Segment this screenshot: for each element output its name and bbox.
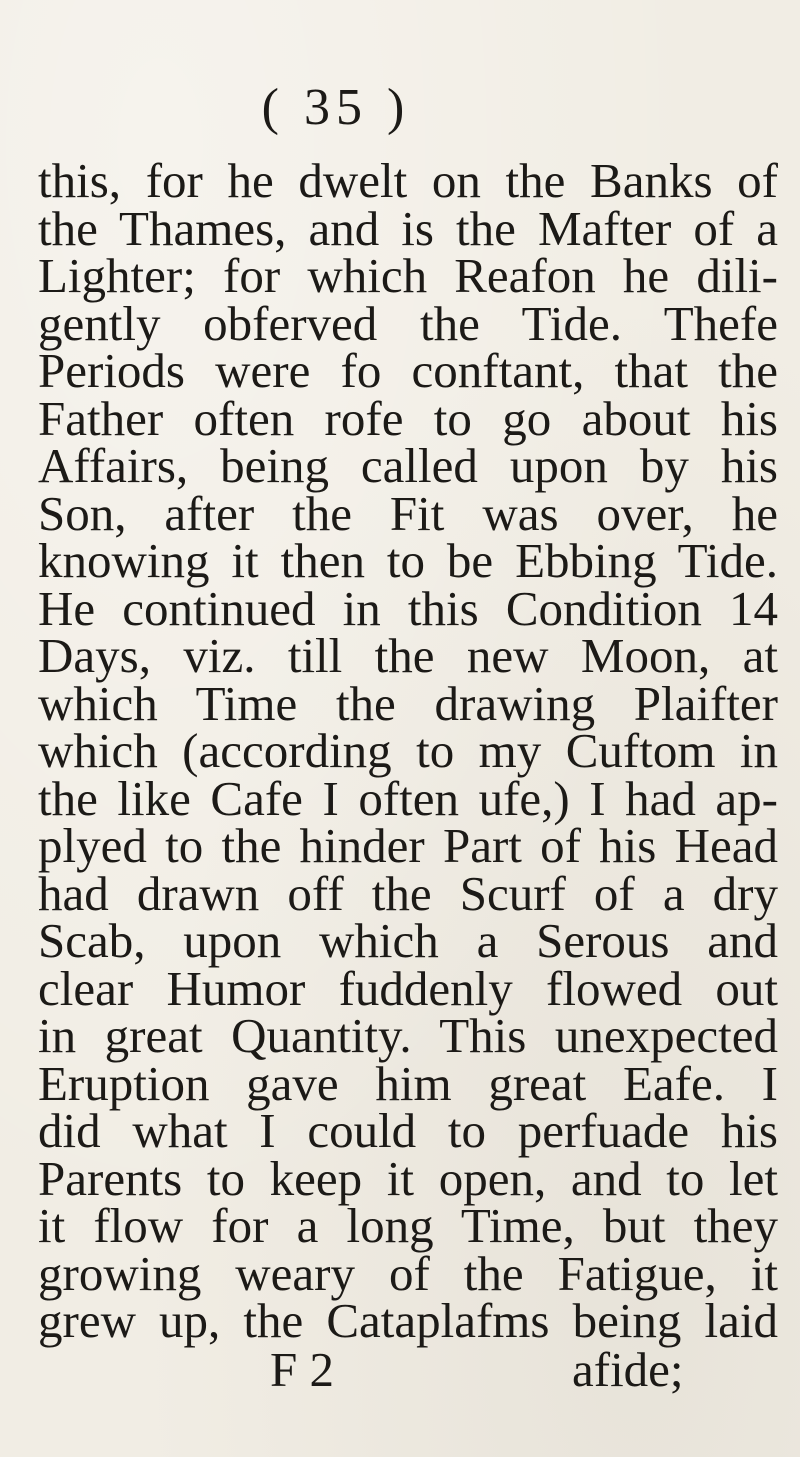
text-line: which Time the drawing Plaifter [38, 675, 778, 731]
text-line: which (according to my Cuftom in [38, 723, 778, 778]
text-line: Father often rofe to go about his [38, 390, 778, 446]
text-line: Affairs, being called upon by his [38, 438, 778, 493]
text-line: clear Humor fuddenly flowed out [38, 960, 778, 1016]
text-line: grew up, the Cataplafms being laid [38, 1293, 778, 1348]
catchword: afide; [572, 1342, 684, 1397]
text-line: the Thames, and is the Mafter of a [38, 200, 778, 256]
text-line: it flow for a long Time, but they [38, 1198, 778, 1253]
text-line: growing weary of the Fatigue, it [38, 1245, 778, 1301]
text-line: the like Cafe I often ufe,) I had ap- [38, 770, 778, 826]
text-line: Parents to keep it open, and to let [38, 1150, 778, 1206]
text-line: Son, after the Fit was over, he [38, 485, 778, 541]
page-number: ( 35 ) [261, 79, 411, 136]
text-line: this, for he dwelt on the Banks of [38, 153, 778, 208]
body-text [38, 153, 778, 1348]
text-line: in great Quantity. This unexpected [38, 1008, 778, 1063]
signature-mark: F 2 [270, 1342, 335, 1397]
text-line: knowing it then to be Ebbing Tide. [38, 533, 778, 588]
text-line: had drawn off the Scurf of a dry [38, 865, 778, 921]
text-line: gently obferved the Tide. Thefe [38, 295, 778, 351]
text-line: Lighter; for which Reafon he dili- [38, 248, 778, 303]
text-line: He continued in this Condition 14 [38, 580, 778, 636]
text-line: Days, viz. till the new Moon, at [38, 628, 778, 683]
text-line: Eruption gave him great Eafe. I [38, 1055, 778, 1111]
text-line: Scab, upon which a Serous and [38, 913, 778, 968]
text-line: Periods were fo conftant, that the [38, 343, 778, 398]
text-line: did what I could to perfuade his [38, 1103, 778, 1158]
text-line: plyed to the hinder Part of his Head [38, 818, 778, 873]
